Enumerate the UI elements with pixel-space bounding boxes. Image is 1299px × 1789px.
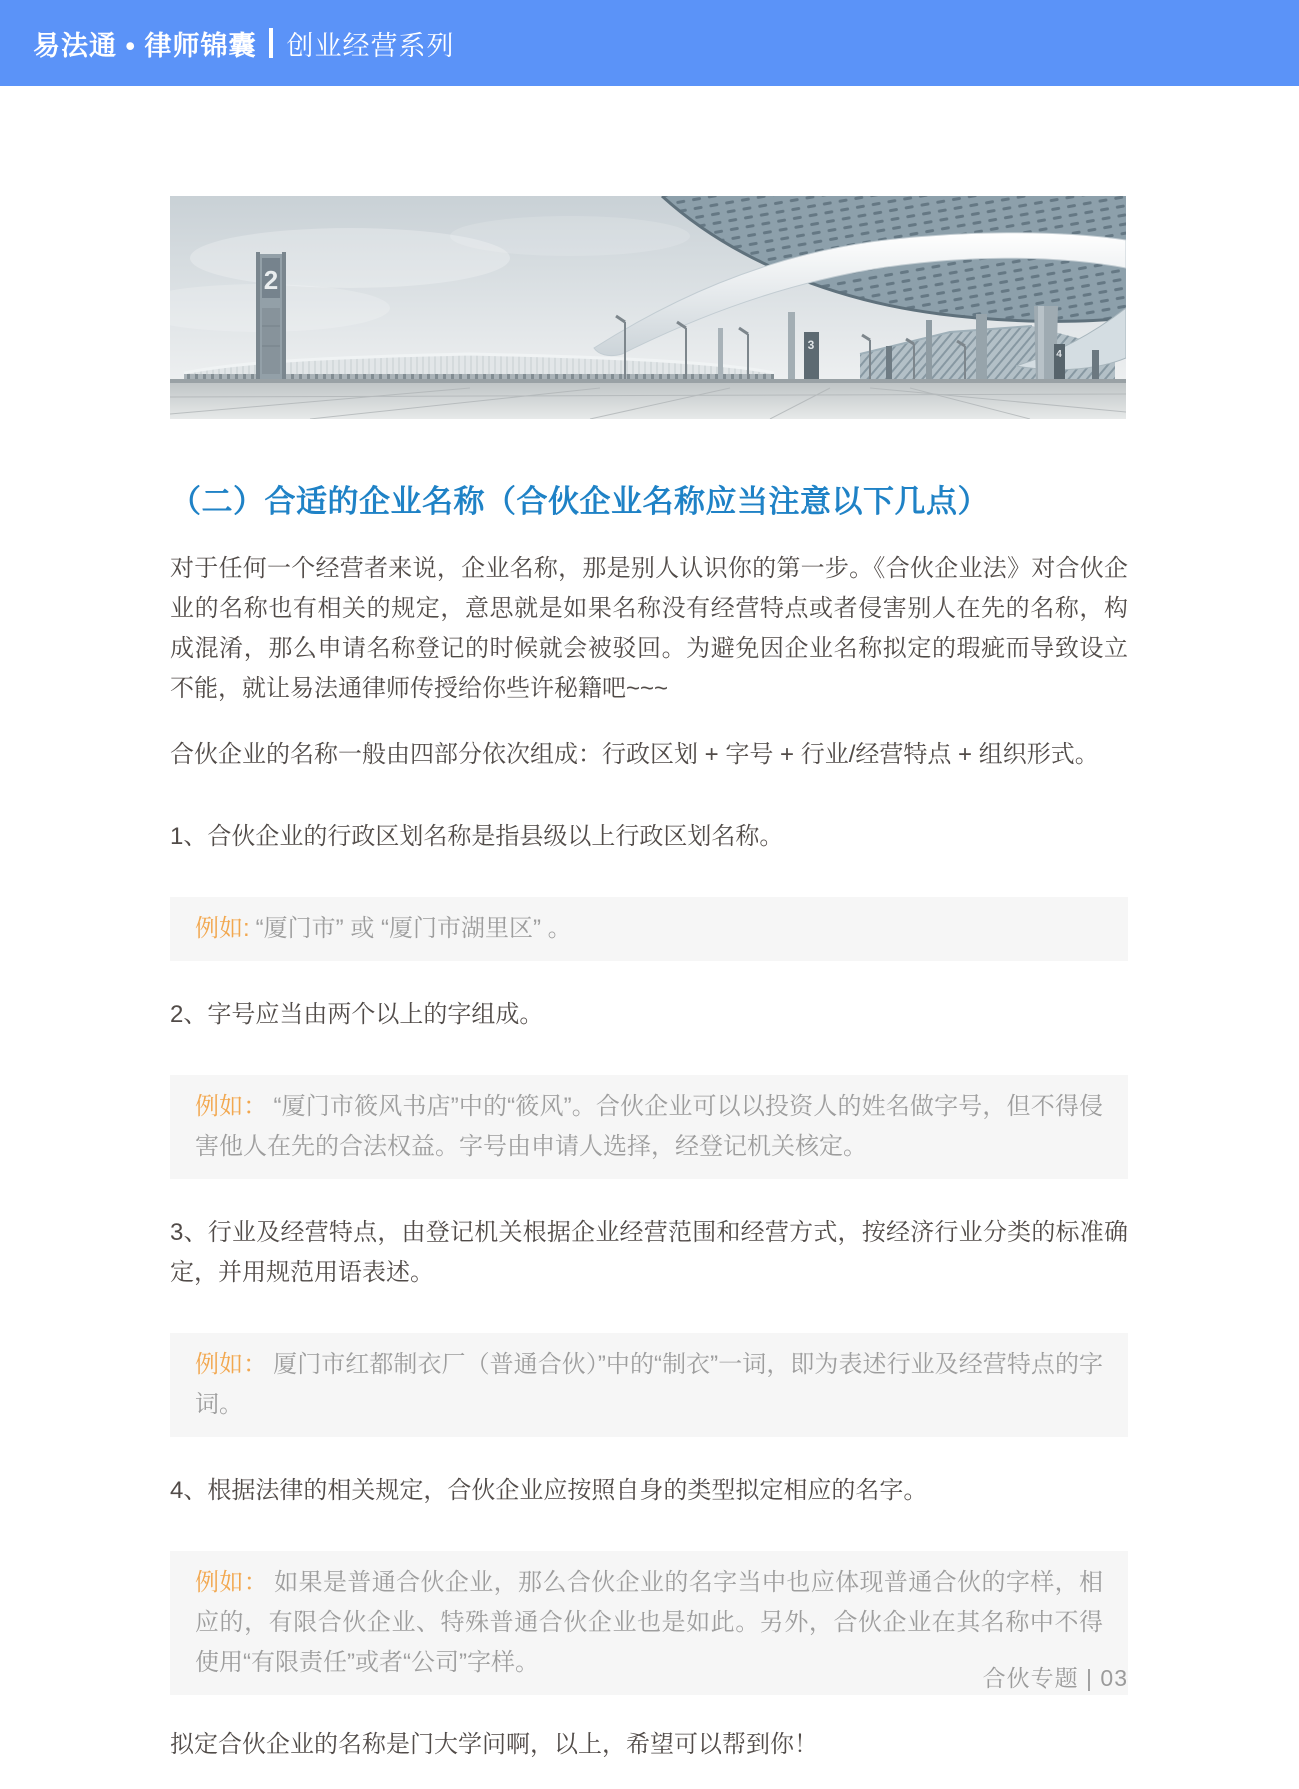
architecture-photo-illustration [170,196,1126,419]
page-content [170,86,1128,1789]
pylon-number-3: 3 [807,338,815,352]
example-text: “厦门市筱风书店”中的“筱风”。合伙企业可以以投资人的姓名做字号，但不得侵害他人在先的合法权益。字号由申请人选择，经登记机关核定。 [195,1093,1104,1160]
example-text: 如果是普通合伙企业，那么合伙企业的名字当中也应体现普通合伙的字样，相应的，有限合伙企业、特殊普通合伙企业也是如此。另外，合伙企业在其名称中不得使用“有限责任”或者“公司”字样。 [195,1569,1104,1676]
closing-line: 拟定合伙企业的名称是门大学问啊，以上，希望可以帮到你！ [170,1731,818,1758]
series-title: 创业经营系列 [286,30,455,61]
example-box-1 [170,897,1128,961]
hero-photo [170,196,1126,419]
example-label: 例如： [195,1351,268,1378]
example-box-3 [170,1333,1128,1437]
name-structure-paragraph: 合伙企业的名称一般由四部分依次组成：行政区划 + 字号 + 行业/经营特点 + 组织形式。 [170,741,1099,768]
example-box-2 [170,1075,1128,1179]
sign-pylon-2 [256,252,286,382]
pylon-number-4: 4 [1056,349,1062,360]
example-label: 例如： [195,1093,268,1120]
section-title: （二）合适的企业名称（合伙企业名称应当注意以下几点） [170,484,989,519]
example-text: 厦门市红都制衣厂（普通合伙）”中的“制衣”一词，即为表述行业及经营特点的字词。 [195,1351,1103,1418]
example-text: “厦门市” 或 “厦门市湖里区” 。 [255,915,572,942]
sign-pylon-3 [804,332,819,382]
pylon-number-2: 2 [263,265,279,295]
brand-title: 易法通 • 律师锦囊 [33,30,257,61]
intro-paragraph: 对于任何一个经营者来说，企业名称，那是别人认识你的第一步。《合伙企业法》对合伙企业的名称也有相关的规定，意思就是如果名称没有经营特点或者侵害别人在先的名称，构成混淆，那么申请名称登记的时候就会被驳回。为避免因企业名称拟定的瑕疵而导致设立不能，就让易法通律师传授给你些许秘籍吧~~~ [170,555,1128,702]
top-banner [0,0,1299,86]
header-divider [269,28,273,58]
example-label: 例如: [195,915,250,942]
point-2: 2、字号应当由两个以上的字组成。 [170,1001,544,1028]
plaza [170,379,1126,419]
page-number: 合伙专题 | 03 [982,1665,1128,1691]
point-3: 3、行业及经营特点，由登记机关根据企业经营范围和经营方式，按经济行业分类的标准确定，并用规范用语表述。 [170,1219,1128,1286]
example-label: 例如： [195,1569,269,1596]
point-4: 4、根据法律的相关规定，合伙企业应按照自身的类型拟定相应的名字。 [170,1477,928,1504]
point-1: 1、合伙企业的行政区划名称是指县级以上行政区划名称。 [170,823,784,850]
